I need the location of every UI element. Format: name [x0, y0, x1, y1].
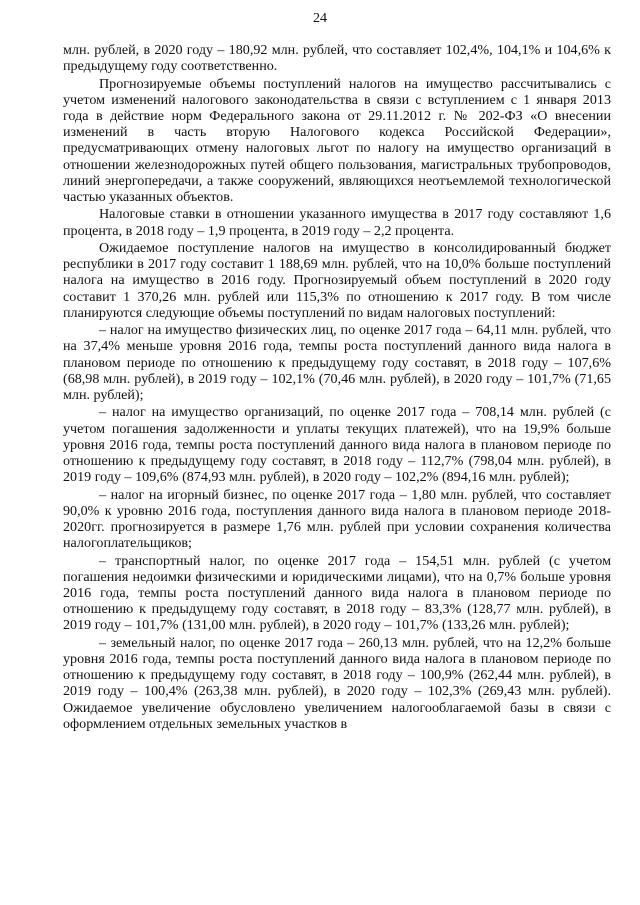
paragraph-continuation: млн. рублей, в 2020 году – 180,92 млн. рублей, что составляет 102,4%, 104,1% и 104,6% к предыдущему году соответственно. — [63, 42, 611, 75]
paragraph-tax-rates: Налоговые ставки в отношении указанного имущества в 2017 году составляют 1,6 процента, в 2018 году – 1,9 процента, в 2019 году – 2,2 процента. — [63, 206, 611, 239]
list-item-individual-property-tax: – налог на имущество физических лиц, по оценке 2017 года – 64,11 млн. рублей, что на 37,4% меньше уровня 2016 года, темпы роста поступлений данного вида налога в плановом периоде по отношению к предыдущему году составят, в 2018 году – 107,6% (68,98 млн. рублей), в 2019 году – 102,1% (70,46 млн. рублей), в 2020 году – 101,7% (71,65 млн. рублей); — [63, 322, 611, 404]
list-item-organization-property-tax: – налог на имущество организаций, по оценке 2017 года – 708,14 млн. рублей (с учетом погашения задолженности и уплаты текущих платежей), что на 19,9% больше уровня 2016 года, темпы роста поступлений данного вида налога в плановом периоде по отношению к предыдущему году составят, в 2018 году – 112,7% (798,04 млн. рублей), в 2019 году – 109,6% (874,93 млн. рублей), в 2020 году – 102,2% (894,16 млн. рублей); — [63, 404, 611, 486]
page-number: 24 — [313, 11, 327, 26]
paragraph-property-tax-forecast: Прогнозируемые объемы поступлений налогов на имущество рассчитывались с учетом изменений налогового законодательства в связи с вступлением с 1 января 2013 года в действие норм Федерального закона от 29.11.2012 г. № 202-ФЗ «О внесении изменений в часть вторую Налогового кодекса Российской Федерации», предусматривающих отмену налоговых льгот по налогу на имущество организаций в отношении железнодорожных путей общего пользования, магистральных трубопроводов, линий энергопередачи, а также сооружений, являющихся неотъемлемой технологической частью указанных объектов. — [63, 75, 611, 206]
paragraph-expected-revenue: Ожидаемое поступление налогов на имущество в консолидированный бюджет республики в 2017 году составит 1 188,69 млн. рублей, что на 10,0% больше поступлений налога на имущество в 2016 году. Прогнозируемый объем поступлений в 2020 году составит 1 370,26 млн. рублей или 115,3% по отношению к 2017 году. В том числе планируются следующие объемы поступлений по видам налоговых поступлений: — [63, 240, 611, 321]
list-item-gambling-tax: – налог на игорный бизнес, по оценке 2017 года – 1,80 млн. рублей, что составляет 90,0% к уровню 2016 года, поступления данного вида налога в плановом периоде 2018-2020гг. прогнозируется в размере 1,76 млн. рублей при условии сохранения количества налогоплательщиков; — [63, 486, 611, 552]
list-item-transport-tax: – транспортный налог, по оценке 2017 года – 154,51 млн. рублей (с учетом погашения недоимки физическими и юридическими лицами), что на 0,7% больше уровня 2016 года, темпы роста поступлений данного вида налога в плановом периоде по отношению к предыдущему году составят, в 2018 году – 83,3% (128,77 млн. рублей), в 2019 году – 101,7% (131,00 млн. рублей), в 2020 году – 101,7% (133,26 млн. рублей); — [63, 552, 611, 634]
list-item-land-tax: – земельный налог, по оценке 2017 года – 260,13 млн. рублей, что на 12,2% больше уровня 2016 года, темпы роста поступлений данного вида налога в плановом периоде по отношению к предыдущему году составят, в 2018 году – 100,9% (262,44 млн. рублей), в 2019 году – 100,4% (263,38 млн. рублей), в 2020 году – 102,3% (269,43 млн. рублей). Ожидаемое увеличение обусловлено увеличением налогооблагаемой базы в связи с оформлением отдельных земельных участков в — [63, 634, 611, 732]
body-text — [63, 42, 611, 733]
